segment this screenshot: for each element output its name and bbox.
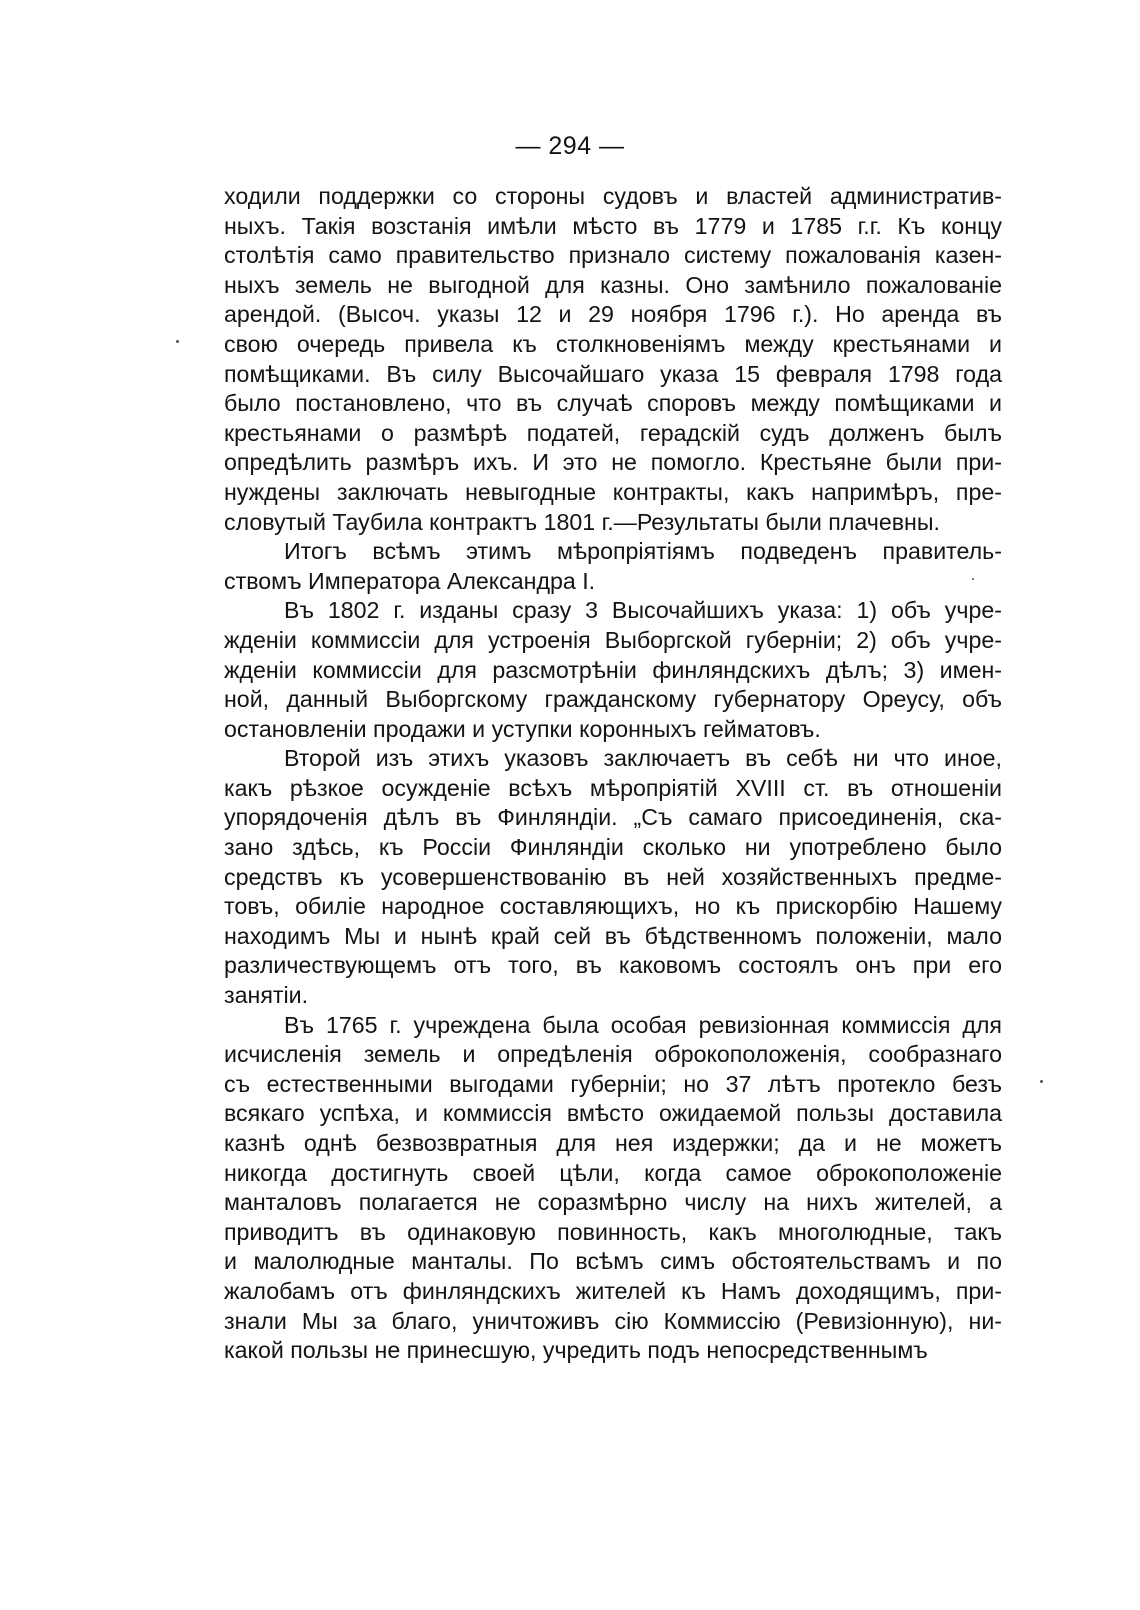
text-line: ходили поддержки со стороны судовъ и властей административ- [224, 183, 1002, 209]
text-line: Въ 1802 г. изданы сразу 3 Высочайшихъ указа: 1) объ учре- [284, 597, 1002, 624]
text-line: нуждены заключать невыгодные контракты, какъ напримѣръ, пре- [224, 478, 1002, 505]
text-line: было постановлено, что въ случаѣ споровъ между помѣщиками и [224, 390, 1002, 417]
text-line: исчисленія земель и опредѣленія оброкоположенія, сообразнаго [224, 1041, 1002, 1068]
text-line: жалобамъ отъ финляндскихъ жителей къ Намъ доходящимъ, при- [224, 1277, 1002, 1304]
text-line: и малолюдные манталы. По всѣмъ симъ обстоятельствамъ и по [224, 1248, 1002, 1275]
text-line: никогда достигнуть своей цѣли, когда самое оброкоположеніе [224, 1159, 1002, 1186]
body-text [224, 182, 1002, 1366]
text-line: столѣтія само правительство признало систему пожалованія казен- [224, 242, 1002, 269]
paragraph [224, 596, 1002, 744]
text-line: какъ рѣзкое осужденіе всѣхъ мѣропріятій XVIII ст. въ отношеніи [224, 774, 1002, 801]
text-line: занятіи. [224, 982, 309, 1009]
text-line: ныхъ земель не выгодной для казны. Оно замѣнило пожалованіе [224, 271, 1002, 298]
paragraph [224, 1011, 1002, 1366]
text-line: съ естественными выгодами губерніи; но 37 лѣтъ протекло безъ [224, 1070, 1002, 1097]
text-line: знали Мы за благо, уничтоживъ сію Коммиссію (Ревизіонную), ни- [224, 1307, 1002, 1334]
text-line: товъ, обиліе народное составляющихъ, но къ прискорбію Нашему [224, 893, 1002, 920]
text-line: различествующемъ отъ того, въ каковомъ состоялъ онъ при его [224, 952, 1002, 979]
text-line: зано здѣсь, къ Россіи Финляндіи сколько ни употреблено было [224, 834, 1002, 861]
text-line: Въ 1765 г. учреждена была особая ревизіонная коммиссія для [284, 1011, 1002, 1038]
text-line: жденіи коммиссіи для устроенія Выборгской губерніи; 2) объ учре- [224, 626, 1002, 653]
text-line: крестьянами о размѣрѣ податей, герадскій судъ долженъ былъ [224, 419, 1002, 446]
text-line: словутый Таубила контрактъ 1801 г.—Результаты были плачевны. [224, 508, 940, 535]
text-line: приводитъ въ одинаковую повинность, какъ многолюдные, такъ [224, 1218, 1002, 1245]
text-line: казнѣ однѣ безвозвратныя для нея издержки; да и не можетъ [224, 1130, 1002, 1156]
text-line: находимъ Мы и нынѣ край сей въ бѣдственномъ положеніи, мало [224, 922, 1002, 949]
text-line: Второй изъ этихъ указовъ заключаетъ въ себѣ ни что иное, [284, 745, 1002, 772]
text-line: какой пользы не принесшую, учредить подъ непосредственнымъ [224, 1337, 928, 1364]
text-line: Итогъ всѣмъ этимъ мѣропріятіямъ подведенъ правитель- [284, 538, 1002, 565]
print-speck [176, 340, 179, 343]
paragraph [224, 537, 1002, 596]
text-line: ствомъ Императора Александра I. [224, 567, 596, 594]
paragraph [224, 744, 1002, 1010]
paragraph [224, 182, 1002, 537]
text-line: опредѣлить размѣръ ихъ. И это не помогло. Крестьяне были при- [224, 449, 1002, 476]
text-line: манталовъ полагается не соразмѣрно числу на нихъ жителей, а [224, 1189, 1002, 1216]
print-speck [972, 578, 974, 580]
text-line: жденіи коммиссіи для разсмотрѣніи финляндскихъ дѣлъ; 3) имен- [224, 656, 1002, 683]
text-line: упорядоченія дѣлъ въ Финляндіи. „Съ самаго присоединенія, ска- [224, 804, 1002, 831]
text-line: ныхъ. Такія возстанія имѣли мѣсто въ 1779 и 1785 г.г. Къ концу [224, 212, 1002, 239]
text-line: свою очередь привела къ столкновеніямъ между крестьянами и [224, 330, 1002, 357]
page-number: — 294 — [515, 132, 625, 160]
text-line: средствъ къ усовершенствованію въ ней хозяйственныхъ предме- [224, 863, 1002, 890]
text-line: ной, данный Выборгскому гражданскому губернатору Ореусу, объ [224, 686, 1002, 713]
text-line: арендой. (Высоч. указы 12 и 29 ноября 1796 г.). Но аренда въ [224, 301, 1002, 328]
text-line: всякаго успѣха, и коммиссія вмѣсто ожидаемой пользы доставила [224, 1100, 1002, 1127]
text-line: помѣщиками. Въ силу Высочайшаго указа 15 февраля 1798 года [224, 360, 1002, 387]
print-speck [1040, 1080, 1043, 1083]
text-line: остановленіи продажи и уступки коронныхъ гейматовъ. [224, 715, 821, 742]
